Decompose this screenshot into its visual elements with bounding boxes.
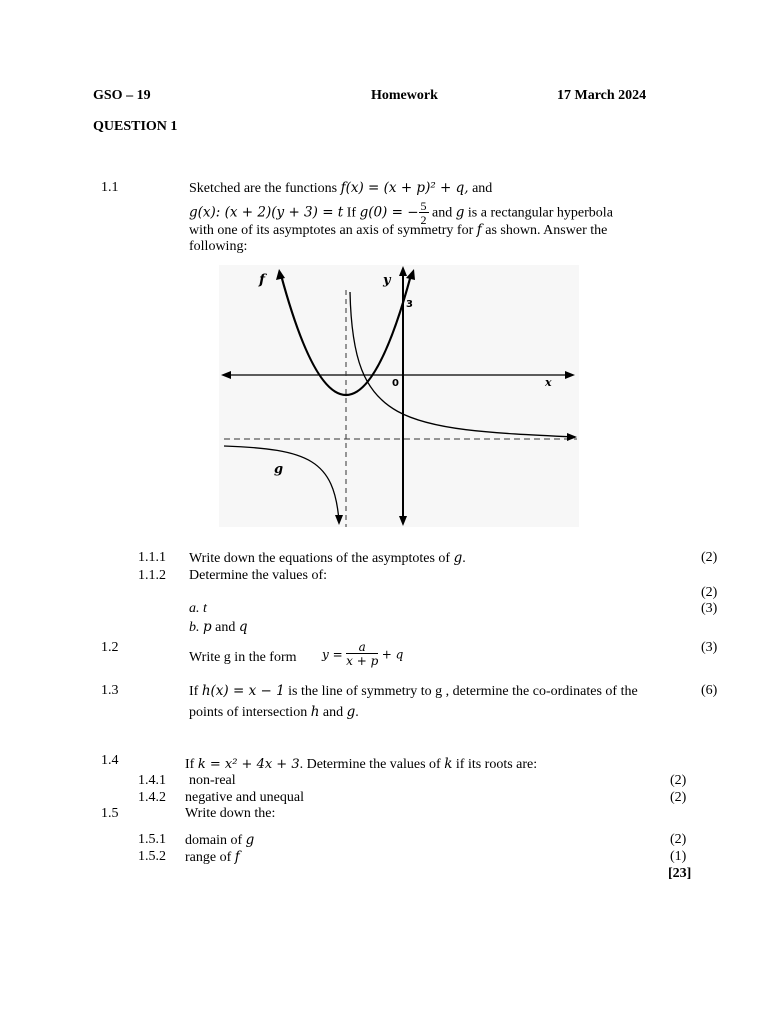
- q1-1-2b-and: and: [211, 620, 239, 635]
- q1-3-text: points of intersection: [189, 705, 311, 720]
- label-x: x: [545, 376, 552, 389]
- question-heading: QUESTION 1: [93, 119, 178, 134]
- q1-1-2-marks: (2): [701, 585, 718, 600]
- q1-5-1-number: 1.5.1: [138, 832, 166, 847]
- label-g: g: [274, 462, 284, 477]
- k-equation: k = x² + 4x + 3: [197, 757, 300, 772]
- q1-4-1-number: 1.4.1: [138, 773, 166, 788]
- q1-4-text: [185, 756, 537, 773]
- q1-5-2-text: [185, 849, 240, 866]
- g-variable: g: [455, 204, 465, 221]
- paper-code: GSO – 19: [93, 88, 151, 103]
- formula-numerator: a: [346, 641, 378, 654]
- q1-1-1-text-b: .: [462, 551, 466, 566]
- label-y: y: [383, 273, 391, 288]
- q1-4-2-text: negative and unequal: [185, 790, 304, 805]
- label-f: f: [259, 272, 266, 288]
- q1-1-1-marks: (2): [701, 550, 718, 565]
- q1-1-text: and: [468, 181, 493, 196]
- q1-3-text: is the line of symmetry to g , determine the co-ordinates of the: [284, 684, 638, 699]
- q1-3-number: 1.3: [101, 683, 119, 698]
- paper-title: Homework: [371, 88, 438, 103]
- q1-4-1-marks: (2): [670, 773, 687, 788]
- q1-1-line1: [189, 180, 492, 197]
- q1-3-marks: (6): [701, 683, 718, 698]
- total-marks: [23]: [668, 866, 692, 881]
- q1-1-1-text: [189, 550, 466, 567]
- q1-1-text: If: [343, 205, 360, 221]
- q1-1-1-text-a: Write down the equations of the asymptotes of: [189, 551, 454, 566]
- q1-1-1-number: 1.1.1: [138, 550, 166, 565]
- q1-1-line4: following:: [189, 239, 248, 254]
- formula-q: + q: [381, 647, 404, 662]
- g-variable: g: [245, 832, 255, 848]
- g-zero: g(0) = −: [359, 204, 419, 221]
- formula-y: y =: [322, 647, 343, 662]
- q1-2-text: Write g in the form: [189, 650, 297, 665]
- q1-5-2-label: range of: [185, 850, 235, 865]
- h-definition: h(x) = x − 1: [201, 683, 285, 699]
- q1-1-text: with one of its asymptotes an axis of symmetry for: [189, 223, 477, 238]
- q1-5-2-number: 1.5.2: [138, 849, 166, 864]
- q1-3-text: .: [355, 705, 359, 720]
- q1-1-text: as shown. Answer the: [481, 223, 608, 238]
- paper-date: 17 March 2024: [557, 88, 647, 103]
- q1-3-line1: [189, 683, 638, 700]
- q1-1-2-number: 1.1.2: [138, 568, 166, 583]
- q1-1-2a-marks: (3): [701, 601, 718, 616]
- q1-5-1-label: domain of: [185, 833, 246, 848]
- label-intercept-3: 3: [406, 299, 413, 310]
- q1-4-number: 1.4: [101, 753, 119, 768]
- formula-fraction: [346, 641, 378, 668]
- q1-5-1-marks: (2): [670, 832, 687, 847]
- q1-1-text: is a rectangular hyperbola: [464, 205, 613, 221]
- g-variable: g: [346, 704, 356, 720]
- q1-5-text: Write down the:: [185, 806, 276, 821]
- q1-4-text-b: . Determine the values of: [299, 757, 445, 772]
- q1-3-text: and: [319, 705, 347, 720]
- q1-1-text: Sketched are the functions: [189, 181, 341, 196]
- q1-5-1-text: [185, 832, 254, 849]
- q1-1-2b-text: [189, 619, 248, 636]
- g-variable: g: [453, 550, 463, 566]
- q1-2-number: 1.2: [101, 640, 119, 655]
- p-variable: p: [203, 619, 212, 635]
- q1-1-number: 1.1: [101, 180, 119, 195]
- q-variable: q: [238, 619, 248, 635]
- q1-4-text-a: If: [185, 757, 198, 772]
- q1-1-2-text: Determine the values of:: [189, 568, 328, 583]
- q1-3-text: If: [189, 684, 202, 699]
- q1-1-text: and: [428, 205, 456, 221]
- f-variable: f: [476, 222, 482, 238]
- g-definition: g(x): (x + 2)(y + 3) = t: [189, 204, 344, 221]
- q1-5-number: 1.5: [101, 806, 119, 821]
- q1-1-2b-prefix: b.: [189, 620, 203, 635]
- fraction-numerator: 5: [420, 199, 427, 213]
- q1-3-line2: [189, 704, 359, 721]
- h-variable: h: [310, 704, 320, 720]
- q1-4-2-number: 1.4.2: [138, 790, 166, 805]
- q1-4-text-c: if its roots are:: [452, 757, 538, 772]
- q1-4-1-text: non-real: [189, 773, 236, 788]
- f-variable: f: [234, 849, 240, 865]
- q1-4-2-marks: (2): [670, 790, 687, 805]
- q1-1-line3: [189, 222, 607, 239]
- k-variable: k: [444, 756, 453, 772]
- graph-background: [219, 265, 579, 527]
- q1-1-2a-text: a. t: [189, 601, 207, 616]
- f-definition: f(x) = (x + p)² + q,: [340, 180, 469, 196]
- function-sketch: [219, 265, 579, 527]
- fraction-denominator: 2: [420, 213, 427, 227]
- q1-5-2-marks: (1): [670, 849, 687, 864]
- label-origin: 0: [392, 378, 399, 389]
- q1-2-marks: (3): [701, 640, 718, 655]
- q1-2-formula: [322, 641, 403, 668]
- formula-denominator: x + p: [346, 654, 379, 668]
